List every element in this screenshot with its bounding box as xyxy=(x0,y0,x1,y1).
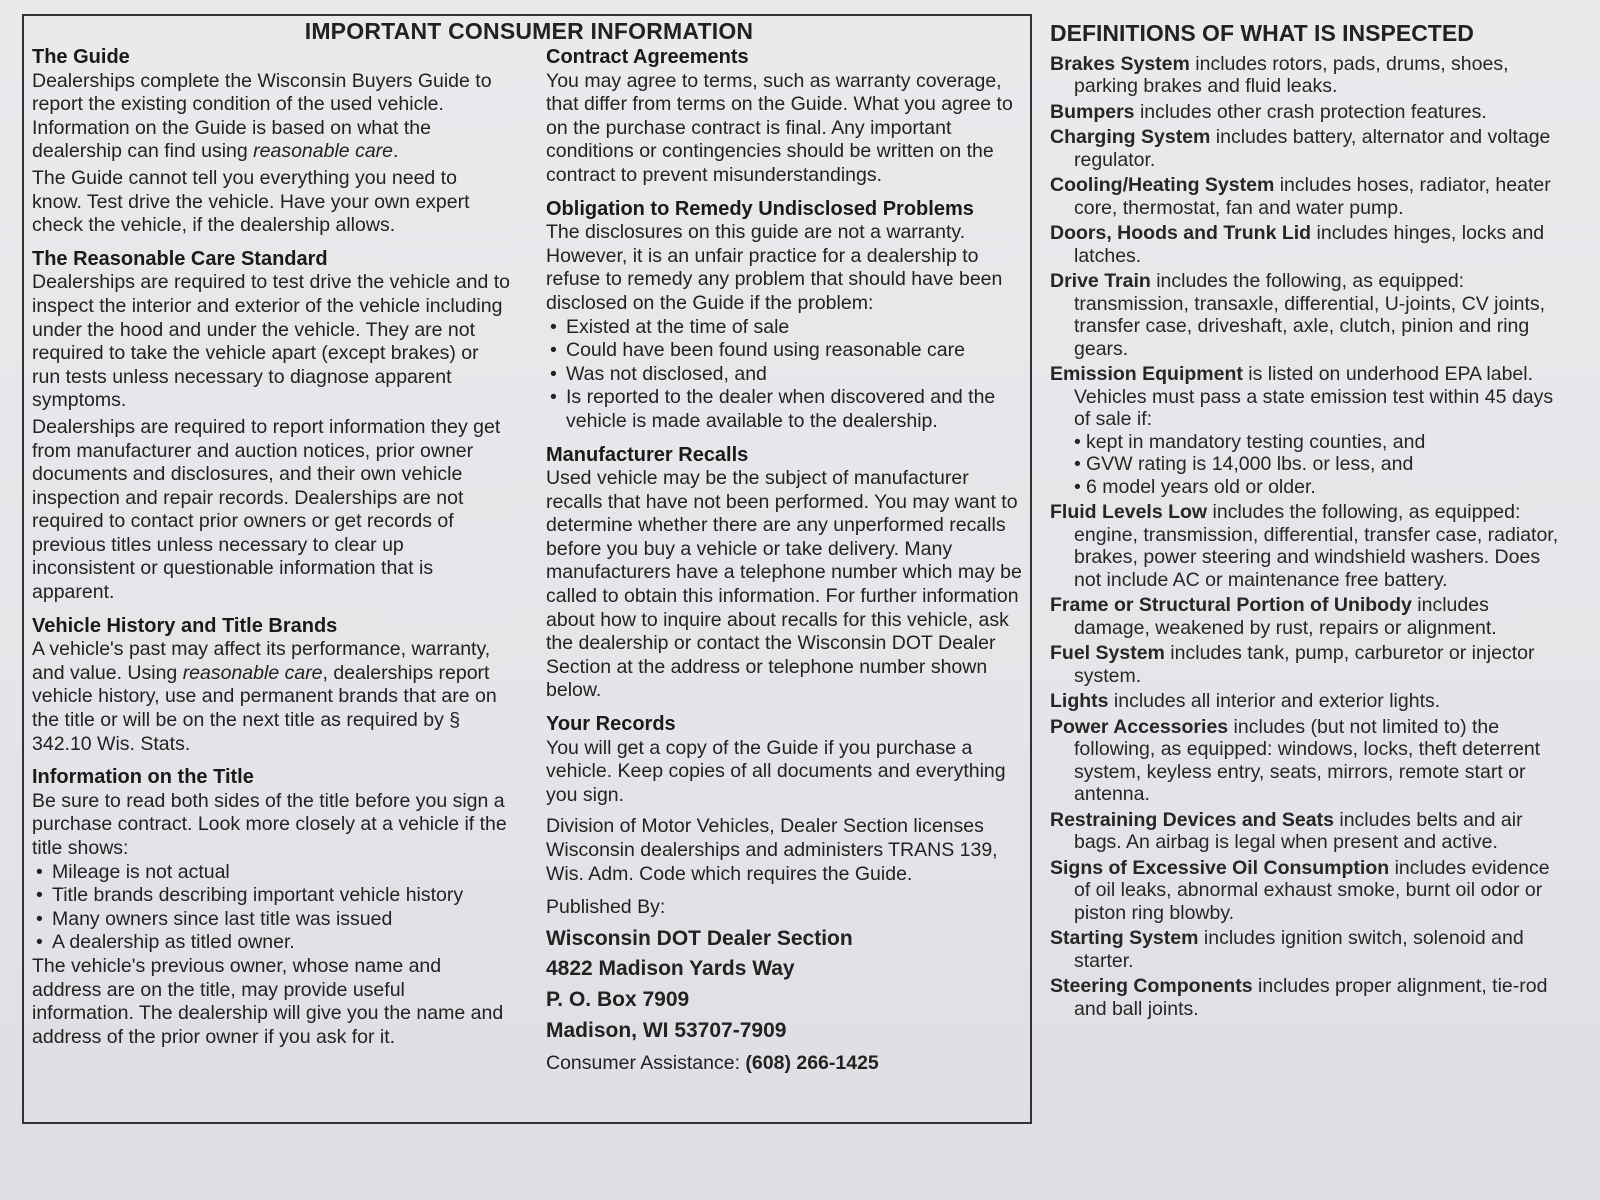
definition-term: Emission Equipment xyxy=(1050,363,1243,385)
paragraph: The Guide cannot tell you everything you need to know. Test drive the vehicle. Have your own expert check the vehicle, if the dealership allows. xyxy=(32,166,470,237)
consumer-assistance xyxy=(546,1052,1026,1076)
definition-term: Bumpers xyxy=(1050,100,1135,123)
list-item: • 6 model years old or older. xyxy=(1074,476,1570,499)
definition-item xyxy=(1050,975,1570,1020)
definition-term: Starting System xyxy=(1050,927,1199,949)
definition-text: includes evidence of oil leaks, abnormal exhaust smoke, burnt oil odor or piston ring blowby. xyxy=(1074,856,1550,924)
obligation-bullet-list xyxy=(546,316,1026,434)
list-item: • A dealership as titled owner. xyxy=(36,931,512,955)
definitions-column xyxy=(1050,22,1570,1023)
definition-term: Cooling/Heating System xyxy=(1050,174,1275,196)
section-heading: Information on the Title xyxy=(32,766,254,789)
list-item: • Could have been found using reasonable care xyxy=(550,339,1026,363)
list-item: • Title brands describing important vehicle history xyxy=(36,884,512,908)
published-by-label: Published By: xyxy=(546,896,666,919)
definition-term: Frame or Structural Portion of Unibody xyxy=(1050,594,1412,616)
definition-item xyxy=(1050,363,1570,498)
definition-text: includes all interior and exterior lights. xyxy=(1108,690,1441,712)
definition-text: includes hoses, radiator, heater core, thermostat, fan and water pump. xyxy=(1074,174,1551,219)
definition-item xyxy=(1050,53,1570,98)
definitions-title: DEFINITIONS OF WHAT IS INSPECTED xyxy=(1050,20,1474,46)
middle-column xyxy=(546,46,1026,1076)
definition-text: is listed on underhood EPA label. Vehicles must pass a state emission test within 45 days of sale if: xyxy=(1074,363,1554,430)
definition-text: includes tank, pump, carburetor or injector system. xyxy=(1074,642,1535,687)
text: , dealerships report vehicle history, use and permanent brands that are on the title or will be on the next title as required by § 342.10 Wis. Stats. xyxy=(32,661,497,755)
section-your-records xyxy=(546,713,1026,886)
list-item: • Was not disclosed, and xyxy=(550,363,1026,387)
paragraph: Dealerships are required to report information they get from manufacturer and auction notices, prior owner documents and disclosures, and their own vehicle inspection and repair records. Dealerships are not required to contact prior owners or get records of previous titles unless necessary to clear up inconsistent or questionable information that is apparent. xyxy=(32,415,501,604)
definition-text: includes (but not limited to) the following, as equipped: windows, locks, theft deterrent system, keyless entry, seats, mirrors, remote start or antenna. xyxy=(1074,715,1541,805)
definitions-list xyxy=(1050,53,1570,1021)
definition-term: Steering Components xyxy=(1050,975,1253,997)
definition-text: includes the following, as equipped: transmission, transaxle, differential, U-joints, CV joints, transfer case, driveshaft, axle, clutch, pinion and ring gears. xyxy=(1074,270,1546,360)
definition-text: includes ignition switch, solenoid and starter. xyxy=(1074,927,1524,972)
definition-term: Lights xyxy=(1050,690,1109,712)
publisher-block xyxy=(546,896,1026,1076)
definition-item xyxy=(1050,857,1570,925)
definition-item xyxy=(1050,501,1570,591)
publisher-street: 4822 Madison Yards Way xyxy=(546,957,795,981)
emphasis-text: reasonable care xyxy=(182,661,323,684)
list-item: • Mileage is not actual xyxy=(36,861,512,885)
definition-item xyxy=(1050,927,1570,972)
definition-term: Restraining Devices and Seats xyxy=(1050,808,1334,831)
emphasis-text: reasonable care xyxy=(253,140,393,163)
definition-text: includes rotors, pads, drums, shoes, parking brakes and fluid leaks. xyxy=(1074,52,1509,97)
section-the-guide xyxy=(32,46,512,238)
section-contract-agreements xyxy=(546,46,1026,188)
list-item: • Existed at the time of sale xyxy=(550,316,1026,340)
definition-text: includes hinges, locks and latches. xyxy=(1074,222,1545,267)
definition-item xyxy=(1050,716,1570,806)
section-heading: Manufacturer Recalls xyxy=(546,443,749,466)
section-heading: The Reasonable Care Standard xyxy=(32,247,328,270)
section-manufacturer-recalls xyxy=(546,444,1026,704)
section-heading: Obligation to Remedy Undisclosed Problems xyxy=(546,197,974,220)
definition-text: includes belts and air bags. An airbag is legal when present and active. xyxy=(1074,808,1523,853)
paragraph: The disclosures on this guide are not a warranty. However, it is an unfair practice for a dealership to refuse to remedy any problem that should have been disclosed on the Guide if the problem: xyxy=(546,221,1003,314)
definition-term: Fluid Levels Low xyxy=(1050,501,1208,523)
definition-item xyxy=(1050,690,1570,713)
title-bullet-list xyxy=(32,861,512,955)
definition-term: Fuel System xyxy=(1050,642,1165,664)
definition-term: Power Accessories xyxy=(1050,715,1229,738)
definition-text: includes proper alignment, tie-rod and ball joints. xyxy=(1074,975,1548,1020)
paragraph xyxy=(32,638,512,756)
publisher-po-box: P. O. Box 7909 xyxy=(546,987,690,1011)
text: . xyxy=(393,140,399,163)
section-title-information xyxy=(32,766,512,1049)
section-heading: Contract Agreements xyxy=(546,46,749,68)
definition-text: includes the following, as equipped: engine, transmission, differential, transfer case, radiator, brakes, power steering and windshield washers. Does not include AC or maintenance free battery. xyxy=(1074,501,1559,591)
publisher-name: Wisconsin DOT Dealer Section xyxy=(546,926,853,950)
paragraph: You will get a copy of the Guide if you purchase a vehicle. Keep copies of all documents and everything you sign. xyxy=(546,736,1006,806)
definition-item xyxy=(1050,126,1570,171)
text: A vehicle's past may affect its performance, warranty, and value. Using xyxy=(32,638,491,684)
list-item: • kept in mandatory testing counties, and xyxy=(1074,431,1570,454)
paragraph: You may agree to terms, such as warranty coverage, that differ from terms on the Guide. What you agree to on the purchase contract is final. Any important conditions or contingencies should be written on the contract to prevent misunderstandings. xyxy=(546,69,1013,186)
definition-text: includes damage, weakened by rust, repairs or alignment. xyxy=(1074,594,1497,639)
paragraph: Division of Motor Vehicles, Dealer Section licenses Wisconsin dealerships and administers TRANS 139, Wis. Adm. Code which requires the Guide. xyxy=(546,815,998,885)
left-column xyxy=(32,46,512,1059)
consumer-information-title: IMPORTANT CONSUMER INFORMATION xyxy=(304,18,754,44)
definition-item xyxy=(1050,222,1570,267)
definition-bullet-list xyxy=(1074,431,1570,499)
definition-item xyxy=(1050,270,1570,360)
consumer-assistance-label: Consumer Assistance: xyxy=(546,1052,746,1075)
list-item: • GVW rating is 14,000 lbs. or less, and xyxy=(1074,453,1570,476)
list-item: • Is reported to the dealer when discovered and the vehicle is made available to the dealership. xyxy=(550,386,1026,433)
consumer-information-box xyxy=(22,14,1032,1124)
paragraph xyxy=(32,70,512,164)
consumer-assistance-phone: (608) 266-1425 xyxy=(745,1052,879,1075)
definition-item xyxy=(1050,809,1570,854)
paragraph: Used vehicle may be the subject of manufacturer recalls that have not been performed. You may want to determine whether there are any unperformed recalls before you buy a vehicle or take delivery. Many manufacturers have a telephone number which may be called to obtain this information. For further information about how to inquire about recalls for this vehicle, ask the dealership or contact the Wisconsin DOT Dealer Section at the address or telephone number shown below. xyxy=(546,467,1022,702)
paragraph: The vehicle's previous owner, whose name and address are on the title, may provide useful information. The dealership will give you the name and address of the prior owner if you ask for it. xyxy=(32,954,504,1048)
section-heading: Your Records xyxy=(546,713,676,736)
list-item: • Many owners since last title was issued xyxy=(36,908,512,932)
section-vehicle-history xyxy=(32,615,512,757)
definition-item xyxy=(1050,101,1570,124)
definition-text: includes other crash protection features. xyxy=(1134,100,1487,123)
definition-text: includes battery, alternator and voltage regulator. xyxy=(1074,126,1551,171)
section-reasonable-care xyxy=(32,248,512,605)
definition-term: Drive Train xyxy=(1050,270,1151,292)
section-heading: The Guide xyxy=(32,46,130,68)
section-obligation-to-remedy xyxy=(546,198,1026,434)
definition-item xyxy=(1050,642,1570,687)
definition-item xyxy=(1050,594,1570,639)
definition-term: Doors, Hoods and Trunk Lid xyxy=(1050,222,1312,244)
definition-term: Charging System xyxy=(1050,126,1211,148)
text: Dealerships complete the Wisconsin Buyers Guide to report the existing condition of the used vehicle. Information on the Guide is based on what the dealership can find using xyxy=(32,69,492,163)
definition-item xyxy=(1050,174,1570,219)
publisher-city: Madison, WI 53707-7909 xyxy=(546,1018,787,1042)
paragraph: Be sure to read both sides of the title before you sign a purchase contract. Look more closely at a vehicle if the title shows: xyxy=(32,789,507,859)
paragraph: Dealerships are required to test drive the vehicle and to inspect the interior and exterior of the vehicle including under the hood and under the vehicle. They are not required to take the vehicle apart (except brakes) or run tests unless necessary to diagnose apparent symptoms. xyxy=(32,271,511,412)
section-heading: Vehicle History and Title Brands xyxy=(32,614,338,637)
definition-term: Signs of Excessive Oil Consumption xyxy=(1050,856,1390,879)
definition-term: Brakes System xyxy=(1050,52,1190,75)
